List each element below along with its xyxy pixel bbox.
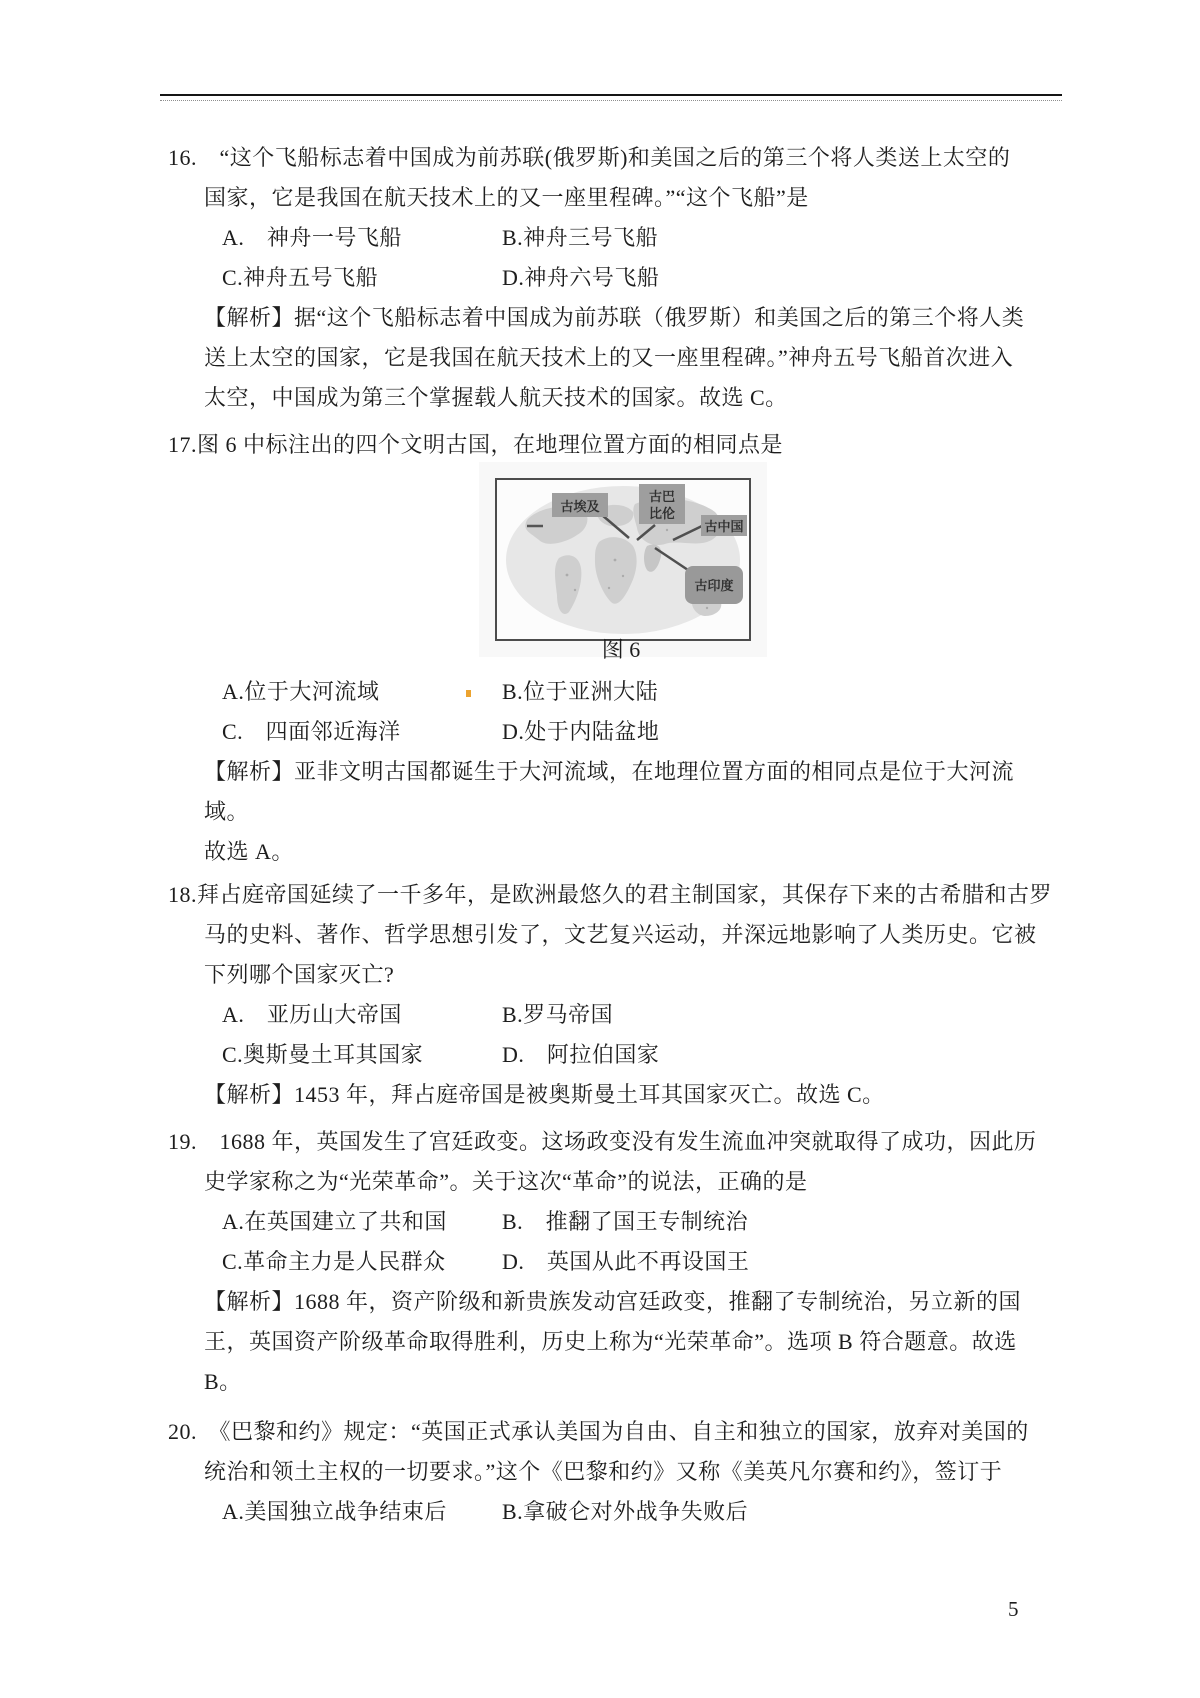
map-label-china: 古中国 [704, 519, 744, 534]
question-16-option-row [0, 258, 1200, 298]
option-a: A.在英国建立了共和国 [222, 1209, 447, 1234]
option-c: C.革命主力是人民群众 [222, 1249, 446, 1274]
option-b: B.神舟三号飞船 [502, 225, 659, 250]
question-17 [0, 425, 1200, 465]
question-19-analysis-line: 王，英国资产阶级革命取得胜利，历史上称为“光荣革命”。选项 B 符合题意。故选 [204, 1329, 1017, 1354]
question-18-stem-line: 下列哪个国家灭亡? [204, 962, 395, 987]
option-b: B. 推翻了国王专制统治 [502, 1209, 749, 1234]
option-d: D. 阿拉伯国家 [502, 1042, 660, 1067]
question-20-stem-line: 统治和领土主权的一切要求。”这个《巴黎和约》又称《美英凡尔赛和约》，签订于 [204, 1459, 1003, 1484]
option-d: D.处于内陆盆地 [502, 719, 660, 744]
option-a: A. 神舟一号飞船 [222, 225, 402, 250]
question-16-analysis-line: 【解析】据“这个飞船标志着中国成为前苏联（俄罗斯）和美国之后的第三个将人类 [204, 305, 1025, 330]
question-17-option-row [0, 712, 1200, 752]
question-17-analysis-line: 故选 A。 [204, 839, 294, 864]
question-19-stem-line: 史学家称之为“光荣革命”。关于这次“革命”的说法，正确的是 [204, 1169, 808, 1194]
header-rule [160, 94, 1062, 101]
question-19-option-row [0, 1242, 1200, 1282]
question-18-option-row [0, 995, 1200, 1035]
option-b: B.罗马帝国 [502, 1002, 614, 1027]
option-c: C.奥斯曼土耳其国家 [222, 1042, 424, 1067]
map-label-babylon-line1: 古巴 [648, 489, 676, 504]
option-d: D. 英国从此不再设国王 [502, 1249, 750, 1274]
option-a: A. 亚历山大帝国 [222, 1002, 402, 1027]
map-label-india: 古印度 [694, 578, 734, 593]
question-18-option-row [0, 1035, 1200, 1075]
question-19-option-row [0, 1202, 1200, 1242]
question-16-option-row [0, 218, 1200, 258]
question-17-analysis-line: 【解析】亚非文明古国都诞生于大河流域，在地理位置方面的相同点是位于大河流 [204, 759, 1015, 784]
question-18-analysis-line: 【解析】1453 年，拜占庭帝国是被奥斯曼土耳其国家灭亡。故选 C。 [204, 1082, 885, 1107]
question-19-analysis-line: 【解析】1688 年，资产阶级和新贵族发动宫廷政变，推翻了专制统治，另立新的国 [204, 1289, 1022, 1314]
question-16-analysis-line: 太空，中国成为第三个掌握载人航天技术的国家。故选 C。 [204, 385, 788, 410]
option-b: B.拿破仑对外战争失败后 [502, 1499, 749, 1524]
question-17-stem-line: 17.图 6 中标注出的四个文明古国，在地理位置方面的相同点是 [168, 432, 784, 457]
figure-caption: 图 6 [601, 637, 641, 662]
question-16-analysis-line: 送上太空的国家，它是我国在航天技术上的又一座里程碑。”神舟五号飞船首次进入 [204, 345, 1014, 370]
option-c: C. 四面邻近海洋 [222, 719, 401, 744]
question-20 [0, 1412, 1200, 1532]
question-17-analysis-line: 域。 [204, 799, 250, 824]
option-d: D.神舟六号飞船 [502, 265, 660, 290]
question-17-options-analysis [0, 672, 1200, 872]
option-a: A.美国独立战争结束后 [222, 1499, 447, 1524]
option-b: B.位于亚洲大陆 [502, 679, 659, 704]
question-20-stem-line: 20. 《巴黎和约》规定：“英国正式承认美国为自由、自主和独立的国家，放弃对美国的 [168, 1419, 1029, 1444]
map-label-babylon-line2: 比伦 [648, 506, 676, 521]
question-18-stem-line: 18.拜占庭帝国延续了一千多年，是欧洲最悠久的君主制国家，其保存下来的古希腊和古罗 [168, 882, 1053, 907]
question-19 [0, 1122, 1200, 1402]
question-19-analysis-line: B。 [204, 1369, 242, 1394]
question-19-stem-line: 19. 1688 年，英国发生了宫廷政变。这场政变没有发生流血冲突就取得了成功，因此历 [168, 1129, 1037, 1154]
page-number: 5 [1008, 1597, 1019, 1621]
question-20-option-row [0, 1492, 1200, 1532]
world-map-svg [497, 480, 749, 639]
figure-6-map [495, 478, 751, 641]
option-c: C.神舟五号飞船 [222, 265, 379, 290]
question-17-option-row [0, 672, 1200, 712]
question-16-stem-line: 国家，它是我国在航天技术上的又一座里程碑。”“这个飞船”是 [204, 185, 809, 210]
question-18 [0, 875, 1200, 1115]
question-18-stem-line: 马的史料、著作、哲学思想引发了，文艺复兴运动，并深远地影响了人类历史。它被 [204, 922, 1037, 947]
map-label-egypt: 古埃及 [560, 499, 600, 514]
option-a: A.位于大河流域 [222, 679, 380, 704]
question-16 [0, 138, 1200, 418]
question-16-stem-line: 16. “这个飞船标志着中国成为前苏联(俄罗斯)和美国之后的第三个将人类送上太空的 [168, 145, 1011, 170]
